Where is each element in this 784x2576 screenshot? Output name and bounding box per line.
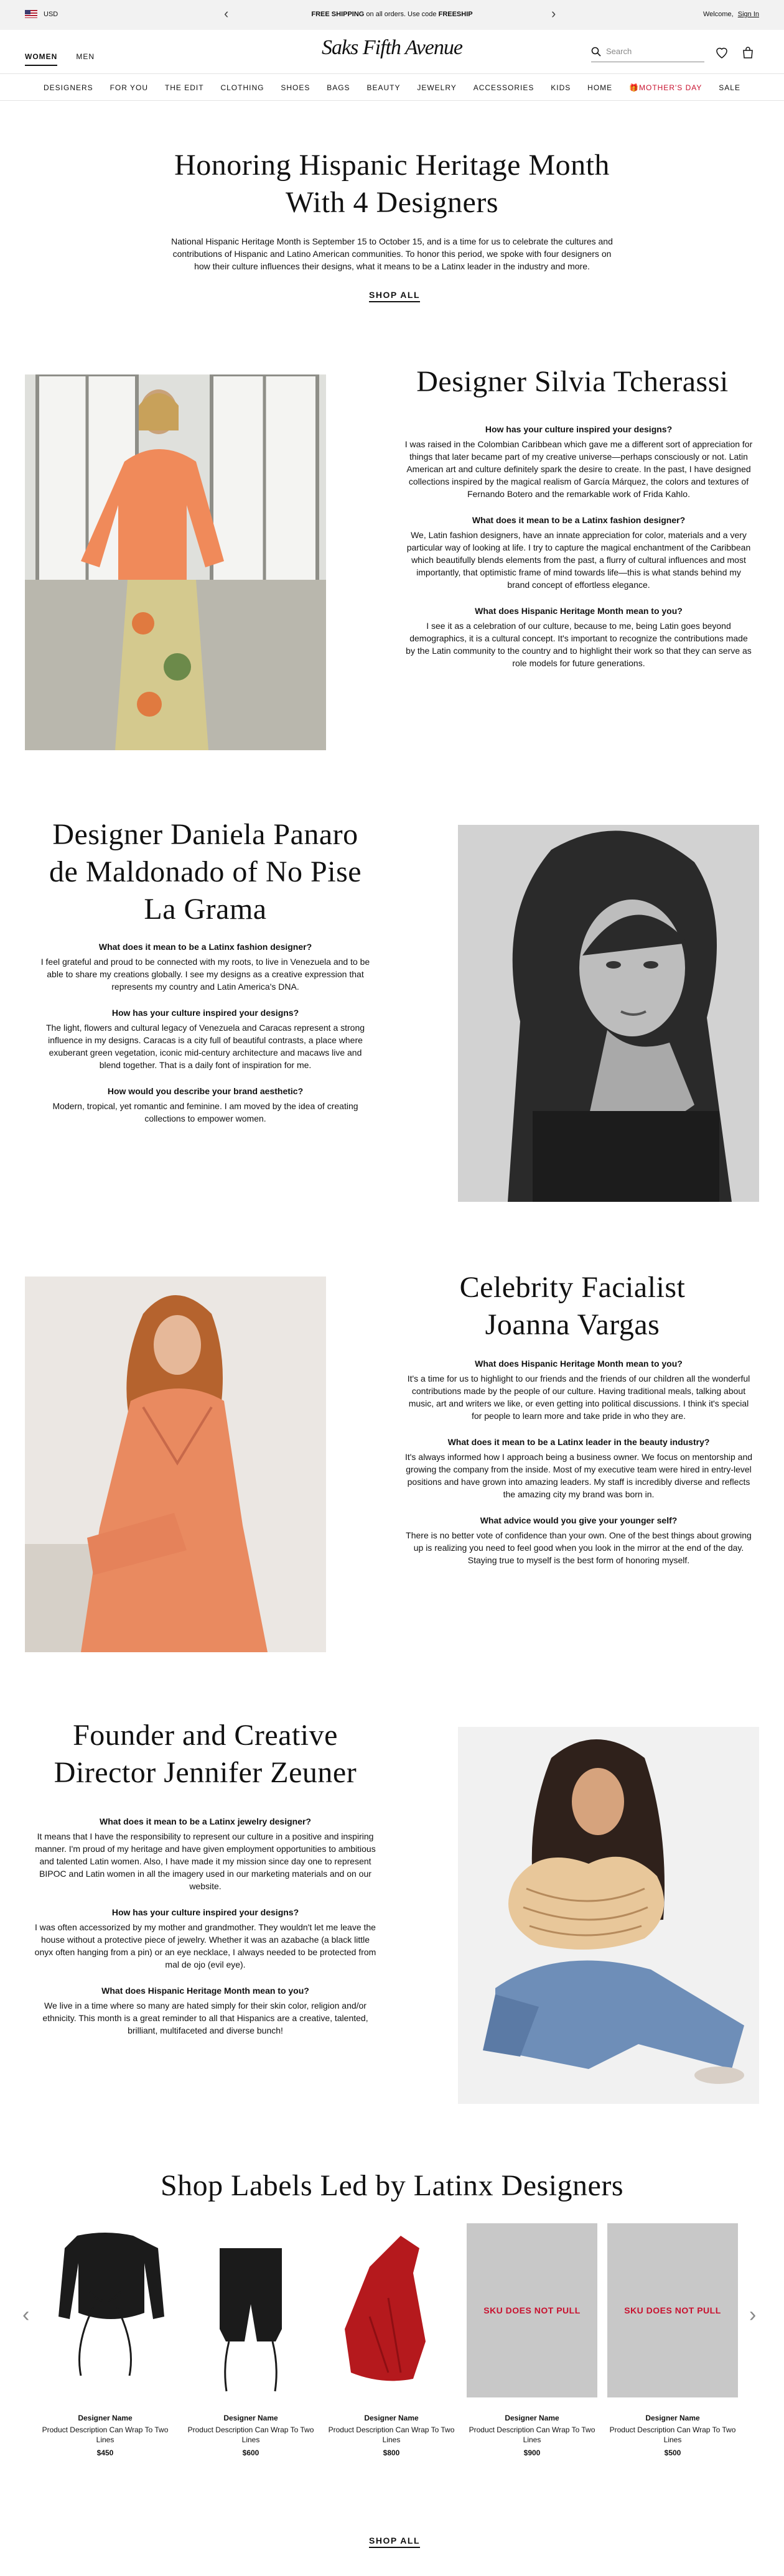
daniela-title-line2: de Maldonado of No Pise <box>49 855 362 888</box>
jennifer-title-line2: Director Jennifer Zeuner <box>54 1756 357 1789</box>
nav-item-bags[interactable]: BAGS <box>327 83 350 92</box>
nav-item-jewelry[interactable]: JEWELRY <box>417 83 457 92</box>
nav-item-designers[interactable]: DESIGNERS <box>44 83 93 92</box>
qa-question: How has your culture inspired your designs? <box>485 424 673 434</box>
nav-item-home[interactable]: HOME <box>587 83 613 92</box>
joanna-title <box>386 1269 759 1344</box>
currency-label: USD <box>44 10 58 18</box>
nav-item-the-edit[interactable]: THE EDIT <box>164 83 204 92</box>
joanna-vargas-photo <box>25 1276 326 1652</box>
nav-item-beauty[interactable]: BEAUTY <box>366 83 401 92</box>
qa-answer: Modern, tropical, yet romantic and feminine. I am moved by the idea of creating collections to empower women. <box>52 1101 358 1123</box>
silvia-title: Designer Silvia Tcherassi <box>416 365 729 398</box>
qa-answer: It's always informed how I approach being a business owner. We focus on mentorship and growing the company from the inside. Most of my executive team were hired in entry-level positions and have grown into amazing leaders. My staff is incredibly diverse and reflects the amazing city my brand was born in. <box>404 1452 753 1499</box>
nav-item-sale[interactable]: SALE <box>719 83 740 92</box>
qa-answer: There is no better vote of confidence than your own. One of the best things about growing up is realizing you need to feel good when you look in the mirror at the end of the day. Staying true to myself is the best form of honoring myself. <box>406 1530 752 1565</box>
promo-text: on all orders. Use code <box>364 11 439 18</box>
gift-icon: 🎁 <box>629 83 639 92</box>
qa-question: How has your culture inspired your designs? <box>111 1907 299 1917</box>
qa-question: What does Hispanic Heritage Month mean to you? <box>475 1359 683 1369</box>
joanna-title-line1: Celebrity Facialist <box>459 1271 686 1304</box>
product-price: $800 <box>383 2448 400 2457</box>
promo-free-shipping: FREE SHIPPING <box>311 11 365 18</box>
jennifer-title <box>25 1717 386 1792</box>
product-description: Product Description Can Wrap To Two Lines <box>328 2425 455 2444</box>
shop-title: Shop Labels Led by Latinx Designers <box>160 2169 623 2202</box>
daniela-qa <box>37 941 373 1125</box>
sku-error-message: SKU DOES NOT PULL <box>483 2305 581 2315</box>
qa-answer: The light, flowers and cultural legacy of Venezuela and Caracas represent a strong influence in my designs. Caracas is a city full of beautiful contrasts, a place where exuberant green vegetation, iconic mid-century architecture and macaws live and blend together. That is a daily font of inspiration for me. <box>45 1023 365 1070</box>
qa-answer: We live in a time where so many are hated simply for their skin color, religion and/or ethnicity. This month is a great reminder to all that Hispanics are a creative, talented, brilliant, multifaceted and diverse bunch! <box>42 2001 368 2035</box>
product-card[interactable] <box>326 2223 457 2457</box>
qa-answer: We, Latin fashion designers, have an innate appreciation for color, materials and a very particular way of looking at life. I try to capture the magical enchantment of the Caribbean which beautifully blends elements from the past, a flurry of cultural influences and most importantly, that optimistic frame of mind towards life—this is what stands behind my brand concept of effortless elegance. <box>406 530 751 590</box>
promo-bar <box>0 0 784 30</box>
daniela-title-line1: Designer Daniela Panaro <box>52 818 358 851</box>
sku-error-message: SKU DOES NOT PULL <box>624 2305 721 2315</box>
search-icon <box>591 47 601 57</box>
jennifer-qa <box>34 1815 376 2037</box>
product-designer: Designer Name <box>645 2414 700 2422</box>
product-image-placeholder[interactable] <box>467 2223 597 2397</box>
product-card[interactable] <box>467 2223 597 2457</box>
nav-item-kids[interactable]: KIDS <box>551 83 571 92</box>
nav-item-label: MOTHER'S DAY <box>638 83 702 92</box>
daniela-title-line3: La Grama <box>144 893 267 926</box>
search-placeholder: Search <box>606 47 632 56</box>
product-description: Product Description Can Wrap To Two Lines <box>609 2425 736 2444</box>
saks-logo[interactable]: Saks Fifth Avenue <box>322 36 462 59</box>
qa-answer: It's a time for us to highlight to our friends and the friends of our children all the wonderful contributions made by the people of our culture. Having traditional meals, talking about music, art and writers we like, or even getting into political discussions. I think it's special for people to learn more and take pride in who they are. <box>407 1374 750 1421</box>
qa-question: What does Hispanic Heritage Month mean to you? <box>475 606 683 616</box>
nav-item-for-you[interactable]: FOR YOU <box>110 83 149 92</box>
product-card[interactable] <box>40 2223 170 2457</box>
shopping-bag-icon[interactable] <box>740 45 755 60</box>
qa-question: What does it mean to be a Latinx jewelry designer? <box>100 1816 311 1826</box>
product-designer: Designer Name <box>505 2414 559 2422</box>
silvia-tcherassi-photo <box>25 374 326 750</box>
search-input[interactable] <box>591 41 704 62</box>
promo-code: FREESHIP <box>438 11 473 18</box>
product-designer: Designer Name <box>223 2414 278 2422</box>
silvia-qa <box>404 423 753 669</box>
page-title <box>81 147 703 221</box>
qa-answer: I was often accessorized by my mother and grandmother. They wouldn't let me leave the house without a protective piece of jewelry. Whether it was an azabache (a black little onyx often hanging from a pin) or an eye necklace, I always needed to be protected from mal de ojo (evil eye). <box>34 1922 376 1969</box>
qa-question: How has your culture inspired your designs? <box>111 1008 299 1018</box>
page-title-line1: Honoring Hispanic Heritage Month <box>174 149 610 182</box>
intro-paragraph: National Hispanic Heritage Month is September 15 to October 15, and is a time for us to celebrate the cultures and contributions of Hispanic and Latino American communities. To honor this period, we spoke with four designers on how their culture influences their designs, what it means to be a Latinx leader in the industry and more. <box>171 236 613 271</box>
product-designer: Designer Name <box>364 2414 419 2422</box>
category-nav <box>0 73 784 101</box>
qa-question: What does Hispanic Heritage Month mean to you? <box>101 1986 309 1996</box>
qa-question: What does it mean to be a Latinx leader in the beauty industry? <box>447 1437 710 1447</box>
nav-item-accessories[interactable]: ACCESSORIES <box>473 83 534 92</box>
product-description: Product Description Can Wrap To Two Lines <box>42 2425 169 2444</box>
qa-answer: It means that I have the responsibility to represent our culture in a positive and inspiring manner. I'm proud of my heritage and have given employment opportunities to ambitious and talented Latin women. Also, I have made it my mission since day one to represent BIPOC and Latin women in all the imagery used in our marketing materials and on our website. <box>35 1831 376 1891</box>
product-image[interactable] <box>40 2223 170 2397</box>
promo-message <box>0 11 784 18</box>
shop-all-link-bottom[interactable]: SHOP ALL <box>369 2536 420 2548</box>
qa-answer: I see it as a celebration of our culture, because to me, being Latin goes beyond demographics, it is a cultural concept. It's important to recognize the contributions made by the Latin community to the country and to highlight their work so that they can serve as role models for future generations. <box>406 621 752 668</box>
joanna-qa <box>404 1357 753 1566</box>
shop-all-link-top[interactable]: SHOP ALL <box>369 290 420 302</box>
product-image[interactable] <box>326 2223 457 2397</box>
nav-item-clothing[interactable]: CLOTHING <box>220 83 264 92</box>
product-price: $450 <box>96 2448 114 2457</box>
qa-question: What advice would you give your younger self? <box>480 1515 678 1525</box>
carousel-prev-arrow-icon[interactable]: ‹ <box>22 2303 30 2327</box>
carousel-next-arrow-icon[interactable]: › <box>749 2303 757 2327</box>
qa-question: How would you describe your brand aesthetic? <box>107 1086 304 1096</box>
product-description: Product Description Can Wrap To Two Lines <box>469 2425 595 2444</box>
product-price: $600 <box>242 2448 259 2457</box>
page-title-line2: With 4 Designers <box>285 186 498 219</box>
tab-women[interactable]: WOMEN <box>25 52 57 66</box>
tab-men[interactable]: MEN <box>76 52 95 61</box>
promo-next-arrow-icon[interactable]: › <box>551 6 556 21</box>
qa-answer: I was raised in the Colombian Caribbean which gave me a different sort of appreciation for things that later became part of my creative universe—perhaps consciously or not. Latin American art and culture definitely spark the desire to create. In the past, I have designed collections inspired by the magical realism of García Márquez, the colors and textures of Fernando Botero and the remarkable work of Frida Kahlo. <box>404 439 753 499</box>
product-image-placeholder[interactable] <box>607 2223 738 2397</box>
product-description: Product Description Can Wrap To Two Lines <box>187 2425 314 2444</box>
qa-question: What does it mean to be a Latinx fashion designer? <box>472 515 686 525</box>
sign-in-link[interactable]: Sign In <box>737 11 759 18</box>
product-image[interactable] <box>185 2223 316 2397</box>
promo-prev-arrow-icon[interactable]: ‹ <box>224 6 229 21</box>
product-card[interactable] <box>607 2223 738 2457</box>
daniela-panaro-photo <box>458 825 759 1202</box>
welcome-area <box>703 11 759 18</box>
jennifer-title-line1: Founder and Creative <box>73 1719 338 1752</box>
nav-item-mother-s-day[interactable] <box>629 83 702 92</box>
joanna-title-line2: Joanna Vargas <box>485 1308 660 1341</box>
daniela-title <box>25 816 386 928</box>
product-price: $500 <box>664 2448 681 2457</box>
product-price: $900 <box>523 2448 541 2457</box>
jennifer-zeuner-photo <box>458 1727 759 2104</box>
product-designer: Designer Name <box>78 2414 133 2422</box>
site-header <box>0 30 784 73</box>
qa-answer: I feel grateful and proud to be connected with my roots, to live in Venezuela and to be able to share my creations globally. I see my designs as a creative expression that represents my country and Latin America's DNA. <box>40 957 370 992</box>
nav-item-shoes[interactable]: SHOES <box>281 83 310 92</box>
qa-question: What does it mean to be a Latinx fashion designer? <box>98 942 312 952</box>
heart-icon[interactable] <box>714 45 729 60</box>
welcome-text: Welcome, <box>702 11 734 18</box>
product-card[interactable] <box>185 2223 316 2457</box>
